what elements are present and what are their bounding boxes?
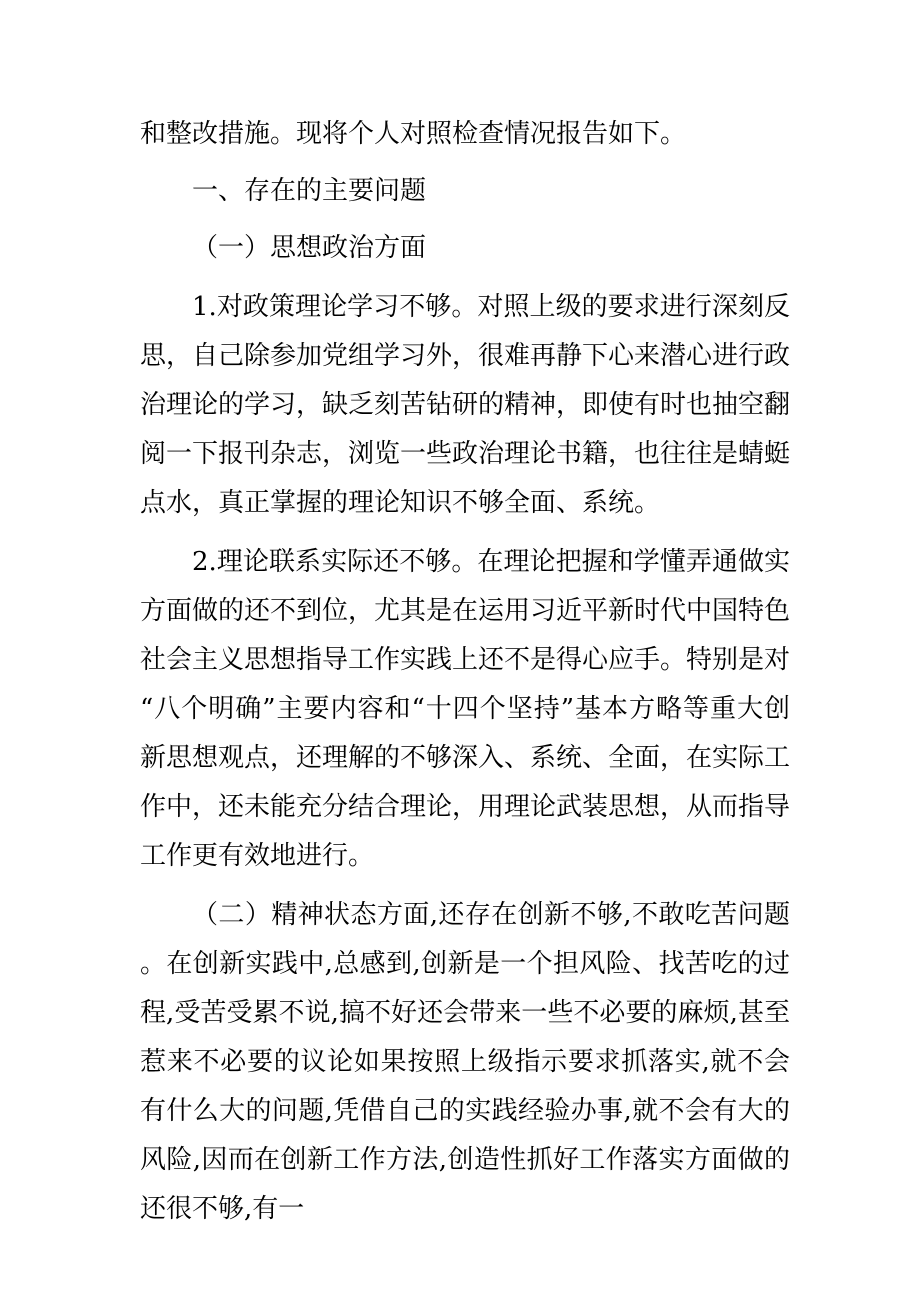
document-body — [140, 110, 790, 1234]
paragraph-item-1: 1.对政策理论学习不够。对照上级的要求进行深刻反思，自己除参加党组学习外，很难再静下心来潜心进行政治理论的学习，缺乏刻苦钻研的精神，即使有时也抽空翻阅一下报刊杂志，浏览一些政治理论书籍，也往往是蜻蜓点水，真正掌握的理论知识不够全面、系统。 — [140, 292, 791, 518]
section-heading: 一、存在的主要问题 — [192, 176, 427, 206]
subsection-heading: （一）思想政治方面 — [192, 233, 427, 263]
paragraph-continuation: 和整改措施。现将个人对照检查情况报告如下。 — [140, 119, 687, 149]
paragraph-subsection-2: （二）精神状态方面,还存在创新不够,不敢吃苦问题。在创新实践中,总感到,创新是一个担风险、找苦吃的过程,受苦受累不说,搞不好还会带来一些不必要的麻烦,甚至惹来不必要的议论如果按照上级指示要求抓落实,就不会有什么大的问题,凭借自己的实践经验办事,就不会有大的风险,因而在创新工作方法,创造性抓好工作落实方面做的还很不够,有一 — [140, 900, 790, 1224]
paragraph-item-2: 2.理论联系实际还不够。在理论把握和学懂弄通做实方面做的还不到位，尤其是在运用习近平新时代中国特色社会主义思想指导工作实践上还不是得心应手。特别是对“八个明确”主要内容和“十四个坚持”基本方略等重大创新思想观点，还理解的不够深入、系统、全面，在实际工作中，还未能充分结合理论，用理论武装思想，从而指导工作更有效地进行。 — [140, 547, 791, 871]
